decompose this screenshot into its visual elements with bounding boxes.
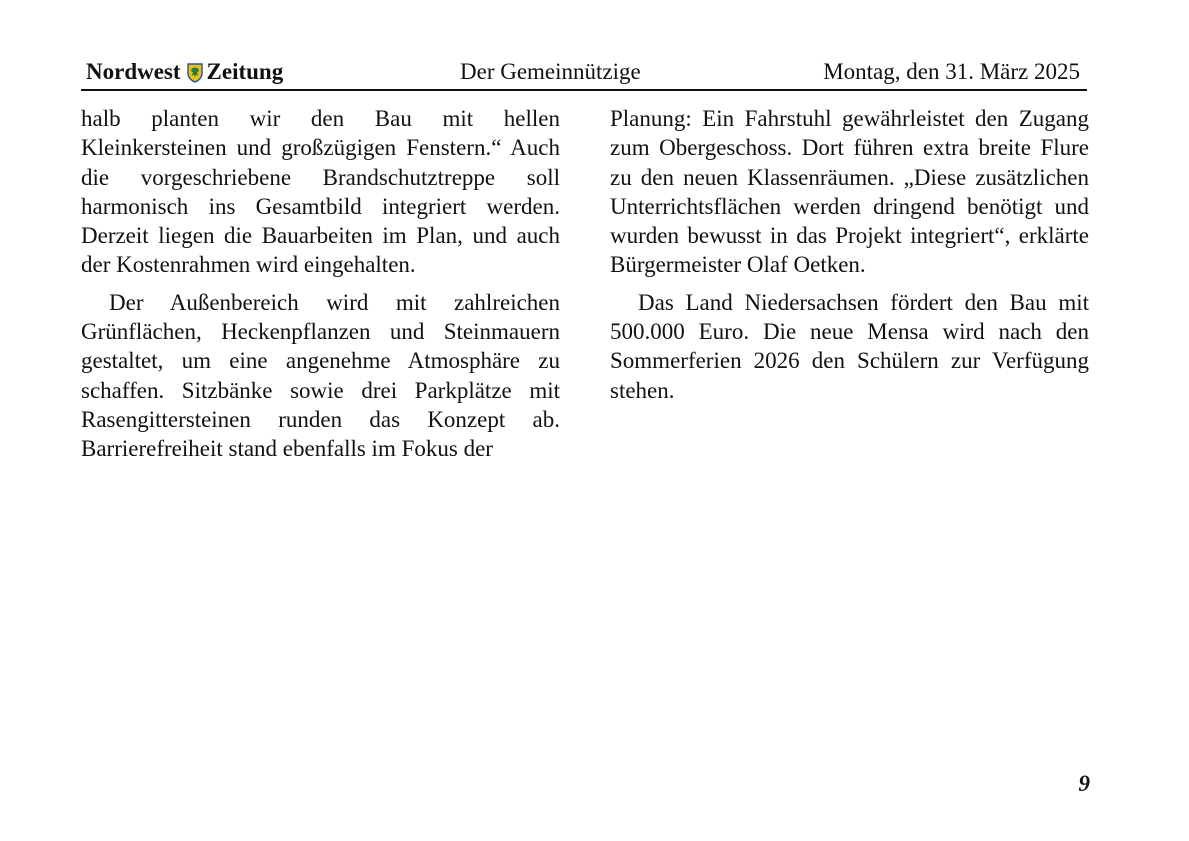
page-number: 9 — [1078, 771, 1090, 796]
paragraph: Der Außenbereich wird mit zahlreichen Grünflächen, Heckenpflanzen und Steinmauern gestaltet, um eine angenehme Atmosphäre zu schaffen. Sitzbänke sowie drei Parkplätze mit Rasengittersteinen runden das Konzept ab. Barrierefreiheit stand ebenfalls im Fokus der — [81, 289, 560, 462]
masthead-name-left: Nordwest — [86, 59, 181, 84]
text-column-left — [81, 104, 560, 464]
page-header — [86, 58, 1086, 88]
section-title: Der Gemeinnützige — [460, 59, 641, 84]
paragraph: halb planten wir den Bau mit hellen Kleinkersteinen und großzügigen Fenstern.“ Auch die vorgeschriebene Brandschutztreppe soll harmonisch ins Gesamtbild integriert werden. Derzeit liegen die Bauarbeiten im Plan, und auch der Kostenrahmen wird eingehalten. — [81, 106, 560, 278]
text-column-right — [610, 104, 1089, 405]
masthead — [86, 58, 283, 86]
paragraph: Das Land Niedersachsen fördert den Bau mit 500.000 Euro. Die neue Mensa wird nach den Sommerferien 2026 den Schülern zur Verfügung stehen. — [610, 289, 1089, 403]
masthead-name-right: Zeitung — [206, 59, 284, 84]
header-rule — [81, 89, 1087, 91]
issue-date: Montag, den 31. März 2025 — [823, 59, 1080, 84]
paragraph: Planung: Ein Fahrstuhl gewährleistet den Zugang zum Obergeschoss. Dort führen extra breite Flure zu den neuen Klassenräumen. „Diese zusätzlichen Unterrichtsflächen werden dringend benötigt und wurden bewusst in das Projekt integriert“, erklärte Bürgermeister Olaf Oetken. — [610, 106, 1089, 278]
crest-icon — [187, 63, 203, 83]
